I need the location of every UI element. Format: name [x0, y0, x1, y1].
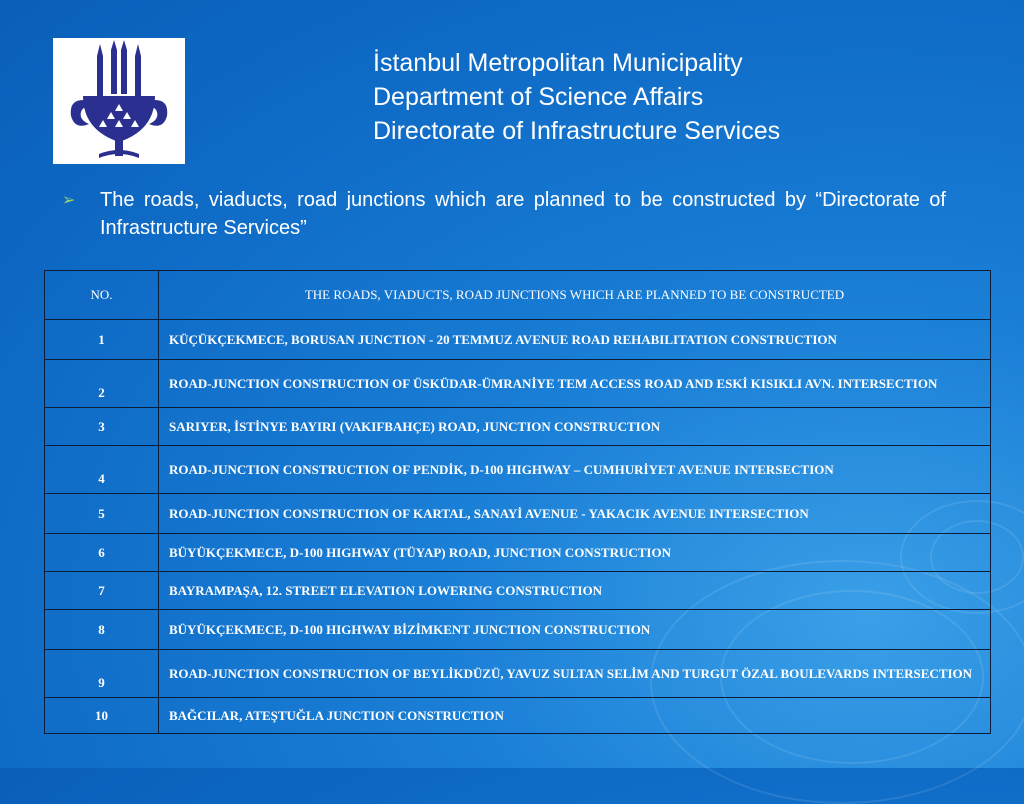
projects-table — [44, 270, 991, 734]
column-header-description: THE ROADS, VIADUCTS, ROAD JUNCTIONS WHICH ARE PLANNED TO BE CONSTRUCTED — [159, 271, 991, 320]
bullet-text: The roads, viaducts, road junctions which are planned to be constructed by “Directorate of Infrastructure Services” — [100, 189, 946, 239]
row-description: BÜYÜKÇEKMECE, D-100 HIGHWAY (TÜYAP) ROAD, JUNCTION CONSTRUCTION — [159, 534, 991, 572]
row-number: 5 — [45, 494, 159, 534]
row-number: 6 — [45, 534, 159, 572]
row-number: 10 — [45, 698, 159, 734]
header-line-department: Department of Science Affairs — [373, 83, 704, 111]
row-description: BAYRAMPAŞA, 12. STREET ELEVATION LOWERING CONSTRUCTION — [159, 572, 991, 610]
table-header-row — [45, 271, 991, 320]
table-row — [45, 408, 991, 446]
row-description: KÜÇÜKÇEKMECE, BORUSAN JUNCTION - 20 TEMMUZ AVENUE ROAD REHABILITATION CONSTRUCTION — [159, 320, 991, 360]
table-row — [45, 320, 991, 360]
arrow-bullet-icon: ➢ — [62, 192, 76, 209]
row-number: 2 — [45, 360, 159, 408]
page-header — [373, 46, 780, 148]
row-number: 1 — [45, 320, 159, 360]
municipality-logo — [53, 38, 185, 164]
table-row — [45, 610, 991, 650]
row-description: BAĞCILAR, ATEŞTUĞLA JUNCTION CONSTRUCTION — [159, 698, 991, 734]
ibb-emblem-icon — [53, 38, 185, 164]
table-row — [45, 494, 991, 534]
table-row — [45, 572, 991, 610]
row-number: 7 — [45, 572, 159, 610]
row-description: ROAD-JUNCTION CONSTRUCTION OF PENDİK, D-100 HIGHWAY – CUMHURİYET AVENUE INTERSECTION — [159, 446, 991, 494]
row-description: BÜYÜKÇEKMECE, D-100 HIGHWAY BİZİMKENT JUNCTION CONSTRUCTION — [159, 610, 991, 650]
header-line-directorate: Directorate of Infrastructure Services — [373, 117, 781, 145]
row-description: SARIYER, İSTİNYE BAYIRI (VAKIFBAHÇE) ROAD, JUNCTION CONSTRUCTION — [159, 408, 991, 446]
header-line-municipality: İstanbul Metropolitan Municipality — [373, 49, 743, 77]
row-description: ROAD-JUNCTION CONSTRUCTION OF BEYLİKDÜZÜ, YAVUZ SULTAN SELİM AND TURGUT ÖZAL BOULEVARDS INTERSECTION — [159, 650, 991, 698]
row-description: ROAD-JUNCTION CONSTRUCTION OF KARTAL, SANAYİ AVENUE - YAKACIK AVENUE INTERSECTION — [159, 494, 991, 534]
table-row — [45, 650, 991, 698]
row-description: ROAD-JUNCTION CONSTRUCTION OF ÜSKÜDAR-ÜMRANİYE TEM ACCESS ROAD AND ESKİ KISIKLI AVN. INTERSECTION — [159, 360, 991, 408]
table-row — [45, 698, 991, 734]
row-number: 3 — [45, 408, 159, 446]
table-row — [45, 534, 991, 572]
column-header-no: NO. — [45, 271, 159, 320]
table-row — [45, 446, 991, 494]
row-number: 4 — [45, 446, 159, 494]
bullet-item — [62, 186, 946, 242]
row-number: 8 — [45, 610, 159, 650]
row-number: 9 — [45, 650, 159, 698]
table-row — [45, 360, 991, 408]
